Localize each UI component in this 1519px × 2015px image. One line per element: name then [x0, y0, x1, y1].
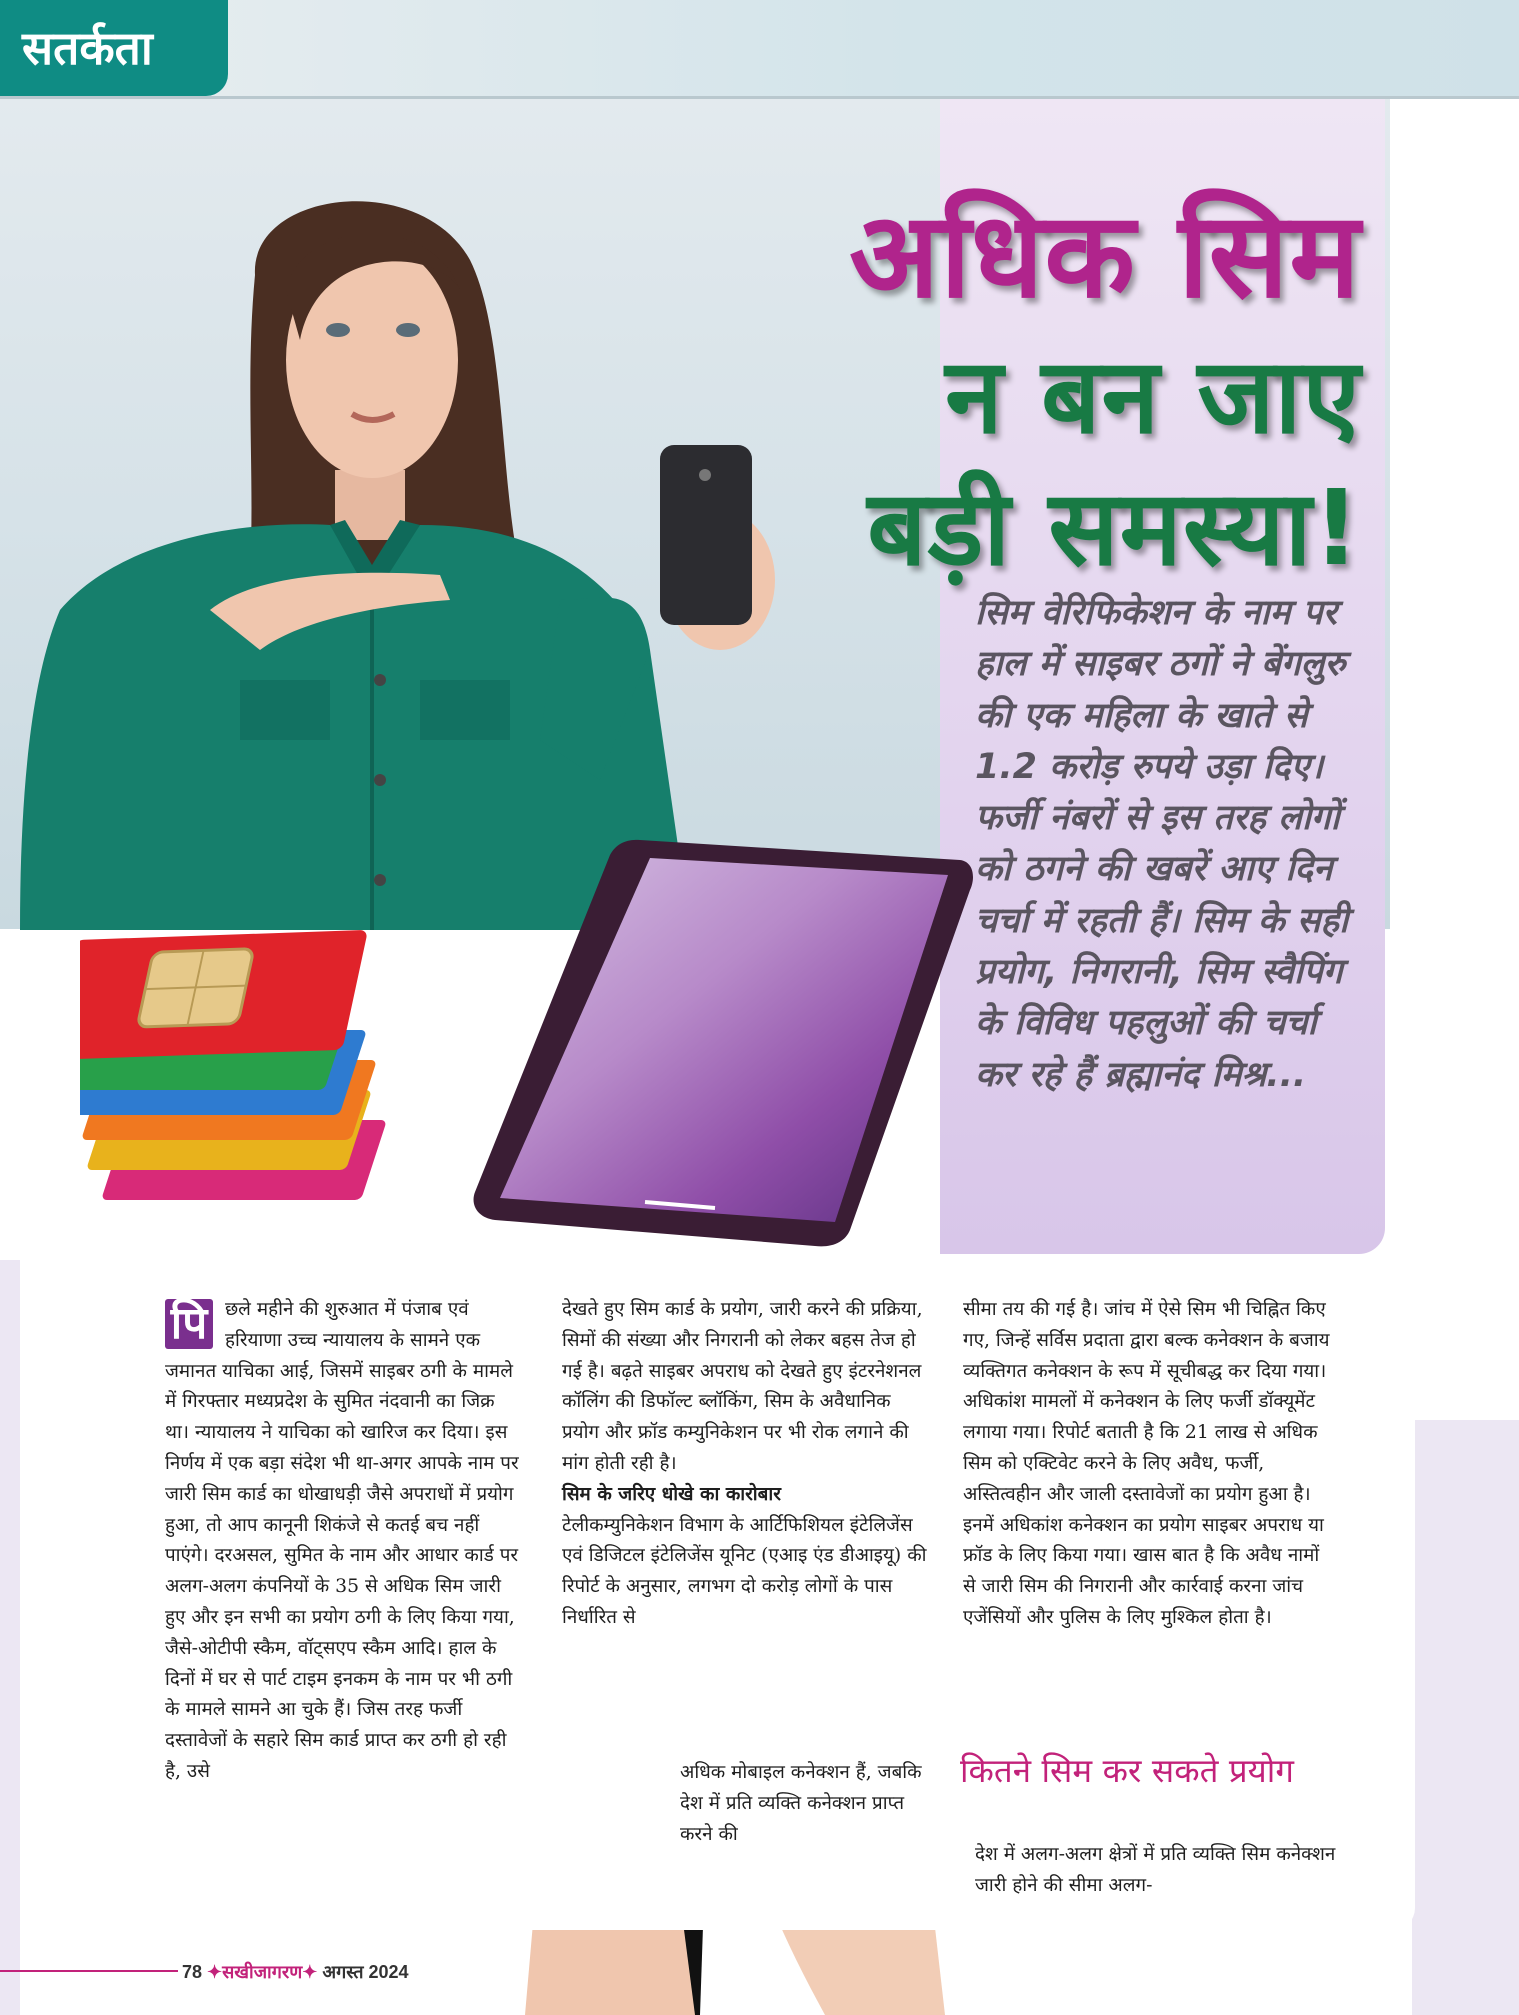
article-column-2-tail: अधिक मोबाइल कनेक्शन हैं, जबकि देश में प्रति व्यक्ति कनेक्शन प्राप्त करने की: [680, 1762, 922, 1845]
article-column-2-text-a: देखते हुए सिम कार्ड के प्रयोग, जारी करने की प्रक्रिया, सिमों की संख्या और निगरानी को लेकर बहस तेज हो गई है। बढ़ते साइबर अपराध को देखते हुए इंटरनेशनल कॉलिंग की डिफॉल्ट ब्लॉकिंग, सिम के अवैधानिक प्रयोग और फ्रॉड कम्युनिकेशन पर भी रोक लगाने की मांग होती रही है।: [562, 1299, 923, 1474]
headline-line-1: अधिक सिम: [849, 186, 1361, 324]
star-icon: ✦: [207, 1962, 223, 1982]
smartphone-image: [470, 830, 980, 1250]
page-number: 78: [182, 1962, 203, 1982]
intro-text: सिम वेरिफिकेशन के नाम पर हाल में साइबर ठगों ने बेंगलुरु की एक महिला के खाते से 1.2 करोड़ रुपये उड़ा दिए। फर्जी नंबरों से इस तरह लोगों को ठगने की खबरें आए दिन चर्चा में रहती हैं। सिम के सही प्रयोग, निगरानी, सिम स्वैपिंग के विविध पहलुओं की चर्चा कर रहे हैं ब्रह्मानंद मिश्र...: [975, 593, 1349, 1095]
footer-rule: [0, 1970, 178, 1972]
headline-line-3: बड़ी समस्या!: [867, 467, 1361, 589]
section-tab: सतर्कता: [0, 0, 228, 96]
left-accent-strip: [0, 1260, 20, 2015]
sim-card-stack-image: [80, 920, 500, 1220]
woman-with-phone-image: [0, 180, 800, 930]
article-subheading: सिम के जरिए धोखे का कारोबार: [562, 1483, 781, 1505]
headline-line-2: न बन जाए: [945, 335, 1361, 457]
article-column-3-text: सीमा तय की गई है। जांच में ऐसे सिम भी चिह्नित किए गए, जिन्हें सर्विस प्रदाता द्वारा बल्क कनेक्शन के बजाय व्यक्तिगत कनेक्शन के रूप में सूचीबद्ध कर दिया गया। अधिकांश मामलों में कनेक्शन के लिए फर्जी डॉक्यूमेंट लगाया गया। रिपोर्ट बताती है कि 21 लाख से अधिक सिम को एक्टिवेट करने के लिए अवैध, फर्जी, अस्तित्वहीन और जाली दस्तावेजों का प्रयोग हुआ है। इनमें अधिकांश कनेक्शन का प्रयोग साइबर अपराध या फ्रॉड के लिए किया गया। खास बात है कि अवैध नामों से जारी सिम की निगरानी और कार्रवाई करना जांच एजेंसियों और पुलिस के लिए मुश्किल होता है।: [963, 1299, 1330, 1628]
star-icon: ✦: [302, 1962, 318, 1982]
article-column-2-text-b: टेलीकम्युनिकेशन विभाग के आर्टिफिशियल इंटेलिजेंस एवं डिजिटल इंटेलिजेंस यूनिट (एआइ एंड डीआइयू) की रिपोर्ट के अनुसार, लगभग दो करोड़ लोगों के पास निर्धारित से: [562, 1514, 927, 1628]
article-column-1-text: छले महीने की शुरुआत में पंजाब एवं हरियाणा उच्च न्यायालय के सामने एक जमानत याचिका आई, जिसमें साइबर ठगी के मामले में गिरफ्तार मध्यप्रदेश के सुमित नंदवानी का जिक्र था। न्यायालय ने याचिका को खारिज कर दिया। इस निर्णय में एक बड़ा संदेश भी था-अगर आपके नाम पर जारी सिम कार्ड का धोखाधड़ी जैसे अपराधों में प्रयोग हुआ, तो आप कानूनी शिकंजे से कतई बच नहीं पाएंगे। दरअसल, सुमित के नाम और आधार कार्ड पर अलग-अलग कंपनियों के 35 से अधिक सिम जारी हुए और इन सभी का प्रयोग ठगी के लिए किया गया, जैसे-ओटीपी स्कैम, वॉट्सएप स्कैम आदि। हाल के दिनों में घर से पार्ट टाइम इनकम के नाम पर भी ठगी के मामले सामने आ चुके हैं। जिस तरह फर्जी दस्तावेजों के सहारे सिम कार्ड प्राप्त कर ठगी हो रही है, उसे: [165, 1299, 519, 1782]
right-accent-strip: [1412, 1420, 1519, 2015]
magazine-name: सखीजागरण: [222, 1962, 303, 1982]
section-heading: कितने सिम कर सकते प्रयोग: [960, 1751, 1294, 1790]
article-column-3-tail: देश में अलग-अलग क्षेत्रों में प्रति व्यक्ति सिम कनेक्शन जारी होने की सीमा अलग-: [975, 1844, 1336, 1896]
article-column-1: [165, 1295, 522, 1788]
issue-date: अगस्त 2024: [322, 1962, 409, 1982]
article-column-3: [963, 1295, 1333, 1634]
drop-cap: पि: [165, 1299, 213, 1349]
page-footer: [182, 1960, 409, 1984]
article-column-2: [562, 1295, 932, 1634]
